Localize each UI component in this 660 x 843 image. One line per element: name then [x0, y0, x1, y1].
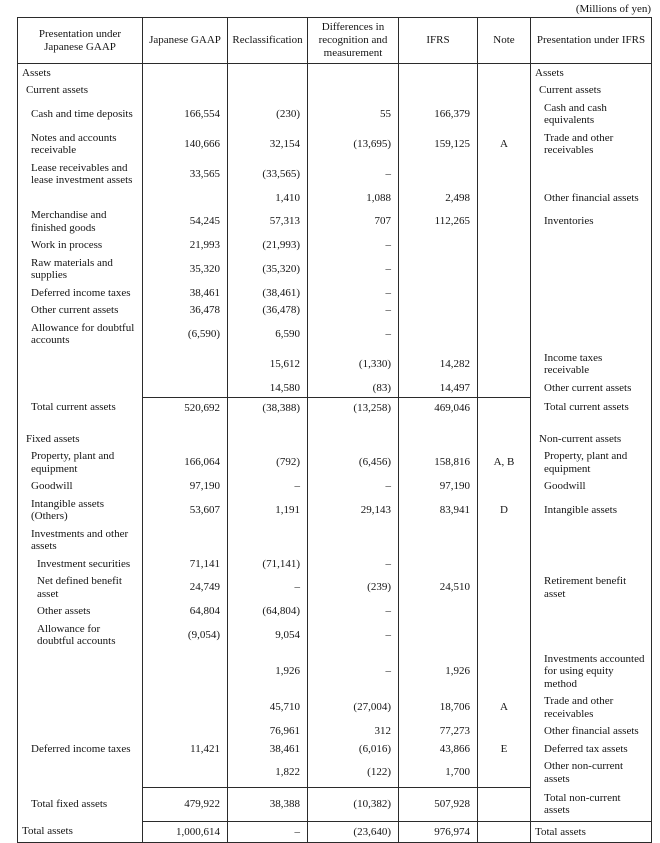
- table-row: [18, 159, 652, 189]
- note-cell: A, B: [478, 448, 531, 478]
- note-cell: [478, 319, 531, 349]
- reclassification-value-cell: 38,461: [228, 740, 308, 758]
- table-row: [18, 254, 652, 284]
- note-cell: [478, 379, 531, 397]
- differences-value-cell: –: [308, 478, 399, 496]
- gaap-label-cell: [18, 349, 143, 379]
- header-note: Note: [478, 18, 531, 64]
- header-presentation-japanese-gaap: Presentation under Japanese GAAP: [18, 18, 143, 64]
- ifrs-label-cell: Other financial assets: [531, 189, 652, 207]
- note-cell: [478, 349, 531, 379]
- reclassification-value-cell: 1,410: [228, 189, 308, 207]
- table-row: [18, 495, 652, 525]
- table-body: [18, 64, 652, 843]
- reclassification-value-cell: (38,461): [228, 284, 308, 302]
- note-cell: [478, 650, 531, 693]
- ifrs-value-cell: 43,866: [399, 740, 478, 758]
- reclassification-value-cell: (38,388): [228, 397, 308, 418]
- ifrs-label-cell: Trade and other receivables: [531, 129, 652, 159]
- gaap-label-cell: [18, 693, 143, 723]
- ifrs-label-cell: [531, 302, 652, 320]
- japanese-gaap-value-cell: (9,054): [143, 620, 228, 650]
- reclassification-value-cell: (35,320): [228, 254, 308, 284]
- differences-value-cell: –: [308, 254, 399, 284]
- ifrs-label-cell: Total current assets: [531, 397, 652, 418]
- gaap-label-cell: Investments and other assets: [18, 525, 143, 555]
- ifrs-label-cell: Non-current assets: [531, 430, 652, 448]
- header-ifrs: IFRS: [399, 18, 478, 64]
- ifrs-label-cell: Trade and other receivables: [531, 693, 652, 723]
- table-row: [18, 555, 652, 573]
- reclassification-value-cell: 1,926: [228, 650, 308, 693]
- japanese-gaap-value-cell: 97,190: [143, 478, 228, 496]
- japanese-gaap-value-cell: 1,000,614: [143, 821, 228, 843]
- note-cell: [478, 573, 531, 603]
- ifrs-label-cell: Property, plant and equipment: [531, 448, 652, 478]
- table-row: [18, 693, 652, 723]
- differences-value-cell: [308, 525, 399, 555]
- table-row: [18, 82, 652, 100]
- reclassification-value-cell: 38,388: [228, 788, 308, 822]
- ifrs-value-cell: [399, 284, 478, 302]
- reclassification-value-cell: [228, 418, 308, 430]
- note-cell: [478, 302, 531, 320]
- reclassification-value-cell: 1,191: [228, 495, 308, 525]
- gaap-label-cell: Other assets: [18, 603, 143, 621]
- table-row: [18, 237, 652, 255]
- japanese-gaap-value-cell: 166,554: [143, 99, 228, 129]
- ifrs-label-cell: Goodwill: [531, 478, 652, 496]
- differences-value-cell: 29,143: [308, 495, 399, 525]
- japanese-gaap-value-cell: 54,245: [143, 207, 228, 237]
- differences-value-cell: –: [308, 302, 399, 320]
- gaap-label-cell: Allowance for doubtful accounts: [18, 319, 143, 349]
- reclassification-value-cell: (33,565): [228, 159, 308, 189]
- table-row: [18, 821, 652, 843]
- differences-value-cell: [308, 64, 399, 82]
- note-cell: [478, 284, 531, 302]
- gaap-label-cell: Net defined benefit asset: [18, 573, 143, 603]
- table-row: [18, 129, 652, 159]
- table-row: [18, 740, 652, 758]
- note-cell: [478, 189, 531, 207]
- ifrs-value-cell: 18,706: [399, 693, 478, 723]
- table-row: [18, 64, 652, 82]
- note-cell: [478, 478, 531, 496]
- note-cell: [478, 254, 531, 284]
- ifrs-value-cell: 1,700: [399, 758, 478, 788]
- ifrs-label-cell: [531, 237, 652, 255]
- gaap-label-cell: Goodwill: [18, 478, 143, 496]
- differences-value-cell: (13,258): [308, 397, 399, 418]
- reclassification-value-cell: [228, 64, 308, 82]
- ifrs-value-cell: 158,816: [399, 448, 478, 478]
- differences-value-cell: 55: [308, 99, 399, 129]
- note-cell: A: [478, 129, 531, 159]
- note-cell: [478, 758, 531, 788]
- table-row: [18, 620, 652, 650]
- ifrs-value-cell: 469,046: [399, 397, 478, 418]
- gaap-label-cell: Fixed assets: [18, 430, 143, 448]
- note-cell: [478, 64, 531, 82]
- ifrs-label-cell: Deferred tax assets: [531, 740, 652, 758]
- ifrs-label-cell: [531, 525, 652, 555]
- differences-value-cell: (6,016): [308, 740, 399, 758]
- ifrs-value-cell: [399, 64, 478, 82]
- reclassification-value-cell: 32,154: [228, 129, 308, 159]
- ifrs-value-cell: 112,265: [399, 207, 478, 237]
- differences-value-cell: –: [308, 620, 399, 650]
- header-presentation-ifrs: Presentation under IFRS: [531, 18, 652, 64]
- reclassification-value-cell: 6,590: [228, 319, 308, 349]
- ifrs-label-cell: [531, 418, 652, 430]
- ifrs-label-cell: [531, 159, 652, 189]
- differences-value-cell: 312: [308, 723, 399, 741]
- gaap-label-cell: Deferred income taxes: [18, 740, 143, 758]
- ifrs-value-cell: [399, 237, 478, 255]
- ifrs-value-cell: [399, 302, 478, 320]
- reclassification-value-cell: –: [228, 573, 308, 603]
- reclassification-value-cell: (792): [228, 448, 308, 478]
- differences-value-cell: [308, 82, 399, 100]
- japanese-gaap-value-cell: 11,421: [143, 740, 228, 758]
- japanese-gaap-value-cell: [143, 64, 228, 82]
- ifrs-value-cell: [399, 254, 478, 284]
- gaap-label-cell: Total fixed assets: [18, 788, 143, 822]
- note-cell: A: [478, 693, 531, 723]
- units-caption: (Millions of yen): [575, 3, 651, 15]
- japanese-gaap-value-cell: 38,461: [143, 284, 228, 302]
- gaap-label-cell: [18, 758, 143, 788]
- ifrs-value-cell: [399, 82, 478, 100]
- table-row: [18, 284, 652, 302]
- reclassification-value-cell: (71,141): [228, 555, 308, 573]
- japanese-gaap-value-cell: 24,749: [143, 573, 228, 603]
- ifrs-value-cell: 77,273: [399, 723, 478, 741]
- differences-value-cell: (13,695): [308, 129, 399, 159]
- table-row: [18, 603, 652, 621]
- note-cell: [478, 525, 531, 555]
- ifrs-value-cell: [399, 620, 478, 650]
- differences-value-cell: [308, 430, 399, 448]
- ifrs-label-cell: Other financial assets: [531, 723, 652, 741]
- ifrs-label-cell: [531, 319, 652, 349]
- reclassification-value-cell: 14,580: [228, 379, 308, 397]
- ifrs-label-cell: Income taxes receivable: [531, 349, 652, 379]
- japanese-gaap-value-cell: 64,804: [143, 603, 228, 621]
- ifrs-value-cell: [399, 555, 478, 573]
- ifrs-value-cell: 1,926: [399, 650, 478, 693]
- gaap-label-cell: Deferred income taxes: [18, 284, 143, 302]
- ifrs-value-cell: 2,498: [399, 189, 478, 207]
- gaap-ifrs-reconciliation-table: [17, 17, 652, 843]
- table-header: [18, 18, 652, 64]
- reclassification-value-cell: 15,612: [228, 349, 308, 379]
- note-cell: D: [478, 495, 531, 525]
- note-cell: [478, 99, 531, 129]
- gaap-label-cell: Other current assets: [18, 302, 143, 320]
- ifrs-label-cell: [531, 555, 652, 573]
- japanese-gaap-value-cell: [143, 723, 228, 741]
- differences-value-cell: –: [308, 603, 399, 621]
- gaap-label-cell: Allowance for doubtful accounts: [18, 620, 143, 650]
- japanese-gaap-value-cell: [143, 418, 228, 430]
- note-cell: [478, 82, 531, 100]
- gaap-label-cell: Current assets: [18, 82, 143, 100]
- table-row: [18, 758, 652, 788]
- ifrs-label-cell: [531, 620, 652, 650]
- table-row: [18, 573, 652, 603]
- japanese-gaap-value-cell: 71,141: [143, 555, 228, 573]
- ifrs-label-cell: Total assets: [531, 821, 652, 843]
- ifrs-label-cell: [531, 254, 652, 284]
- ifrs-label-cell: Other non-current assets: [531, 758, 652, 788]
- table-row: [18, 448, 652, 478]
- ifrs-value-cell: 97,190: [399, 478, 478, 496]
- table-row: [18, 189, 652, 207]
- differences-value-cell: (6,456): [308, 448, 399, 478]
- japanese-gaap-value-cell: 35,320: [143, 254, 228, 284]
- ifrs-label-cell: Intangible assets: [531, 495, 652, 525]
- ifrs-value-cell: 83,941: [399, 495, 478, 525]
- differences-value-cell: (83): [308, 379, 399, 397]
- table-row: [18, 723, 652, 741]
- reclassification-value-cell: 1,822: [228, 758, 308, 788]
- table-row: [18, 478, 652, 496]
- reclassification-value-cell: 45,710: [228, 693, 308, 723]
- japanese-gaap-value-cell: 36,478: [143, 302, 228, 320]
- table-row: [18, 525, 652, 555]
- note-cell: [478, 555, 531, 573]
- differences-value-cell: (1,330): [308, 349, 399, 379]
- note-cell: [478, 723, 531, 741]
- reclassification-value-cell: 9,054: [228, 620, 308, 650]
- differences-value-cell: –: [308, 650, 399, 693]
- note-cell: [478, 418, 531, 430]
- note-cell: [478, 397, 531, 418]
- ifrs-label-cell: Inventories: [531, 207, 652, 237]
- japanese-gaap-value-cell: 520,692: [143, 397, 228, 418]
- reclassification-value-cell: [228, 525, 308, 555]
- table-row: [18, 397, 652, 418]
- note-cell: E: [478, 740, 531, 758]
- reclassification-value-cell: [228, 430, 308, 448]
- ifrs-label-cell: Current assets: [531, 82, 652, 100]
- gaap-label-cell: Raw materials and supplies: [18, 254, 143, 284]
- ifrs-label-cell: Retirement benefit asset: [531, 573, 652, 603]
- japanese-gaap-value-cell: [143, 82, 228, 100]
- ifrs-value-cell: [399, 603, 478, 621]
- header-differences: Differences in recognition and measurement: [308, 18, 399, 64]
- ifrs-label-cell: Cash and cash equivalents: [531, 99, 652, 129]
- ifrs-value-cell: [399, 418, 478, 430]
- japanese-gaap-value-cell: [143, 430, 228, 448]
- japanese-gaap-value-cell: [143, 349, 228, 379]
- japanese-gaap-value-cell: 33,565: [143, 159, 228, 189]
- ifrs-value-cell: 24,510: [399, 573, 478, 603]
- note-cell: [478, 207, 531, 237]
- ifrs-label-cell: Total non-current assets: [531, 788, 652, 822]
- gaap-label-cell: Merchandise and finished goods: [18, 207, 143, 237]
- differences-value-cell: (27,004): [308, 693, 399, 723]
- differences-value-cell: –: [308, 319, 399, 349]
- japanese-gaap-value-cell: [143, 758, 228, 788]
- japanese-gaap-value-cell: [143, 693, 228, 723]
- reclassification-value-cell: (36,478): [228, 302, 308, 320]
- ifrs-value-cell: 507,928: [399, 788, 478, 822]
- gaap-label-cell: [18, 418, 143, 430]
- note-cell: [478, 237, 531, 255]
- table-row: [18, 650, 652, 693]
- table-row: [18, 99, 652, 129]
- japanese-gaap-value-cell: 140,666: [143, 129, 228, 159]
- ifrs-value-cell: 14,497: [399, 379, 478, 397]
- table-row: [18, 319, 652, 349]
- differences-value-cell: –: [308, 237, 399, 255]
- note-cell: [478, 821, 531, 843]
- gaap-label-cell: Assets: [18, 64, 143, 82]
- ifrs-value-cell: 976,974: [399, 821, 478, 843]
- ifrs-label-cell: Assets: [531, 64, 652, 82]
- reclassification-value-cell: 57,313: [228, 207, 308, 237]
- differences-value-cell: (239): [308, 573, 399, 603]
- ifrs-value-cell: [399, 430, 478, 448]
- ifrs-label-cell: Other current assets: [531, 379, 652, 397]
- note-cell: [478, 159, 531, 189]
- ifrs-value-cell: [399, 159, 478, 189]
- gaap-label-cell: [18, 723, 143, 741]
- japanese-gaap-value-cell: 21,993: [143, 237, 228, 255]
- gaap-label-cell: Total assets: [18, 821, 143, 843]
- reclassification-value-cell: –: [228, 821, 308, 843]
- japanese-gaap-value-cell: 53,607: [143, 495, 228, 525]
- reclassification-value-cell: [228, 82, 308, 100]
- japanese-gaap-value-cell: (6,590): [143, 319, 228, 349]
- reclassification-value-cell: 76,961: [228, 723, 308, 741]
- note-cell: [478, 430, 531, 448]
- gaap-label-cell: Work in process: [18, 237, 143, 255]
- reclassification-value-cell: (230): [228, 99, 308, 129]
- gaap-label-cell: Cash and time deposits: [18, 99, 143, 129]
- japanese-gaap-value-cell: [143, 525, 228, 555]
- table-row: [18, 379, 652, 397]
- reclassification-value-cell: (21,993): [228, 237, 308, 255]
- differences-value-cell: –: [308, 555, 399, 573]
- gaap-label-cell: [18, 189, 143, 207]
- reclassification-value-cell: (64,804): [228, 603, 308, 621]
- differences-value-cell: –: [308, 284, 399, 302]
- japanese-gaap-value-cell: [143, 189, 228, 207]
- ifrs-value-cell: 159,125: [399, 129, 478, 159]
- differences-value-cell: (10,382): [308, 788, 399, 822]
- table-row: [18, 430, 652, 448]
- table-row: [18, 207, 652, 237]
- note-cell: [478, 788, 531, 822]
- gaap-label-cell: Intangible assets (Others): [18, 495, 143, 525]
- japanese-gaap-value-cell: [143, 379, 228, 397]
- gaap-label-cell: Investment securities: [18, 555, 143, 573]
- ifrs-value-cell: 14,282: [399, 349, 478, 379]
- japanese-gaap-value-cell: 166,064: [143, 448, 228, 478]
- ifrs-label-cell: Investments accounted for using equity method: [531, 650, 652, 693]
- gaap-label-cell: [18, 379, 143, 397]
- reclassification-value-cell: –: [228, 478, 308, 496]
- header-reclassification: Reclassification: [228, 18, 308, 64]
- table-row: [18, 302, 652, 320]
- gaap-label-cell: Notes and accounts receivable: [18, 129, 143, 159]
- ifrs-label-cell: [531, 284, 652, 302]
- table-row: [18, 349, 652, 379]
- ifrs-value-cell: 166,379: [399, 99, 478, 129]
- gaap-label-cell: Total current assets: [18, 397, 143, 418]
- table-row: [18, 788, 652, 822]
- gaap-label-cell: Lease receivables and lease investment assets: [18, 159, 143, 189]
- header-japanese-gaap: Japanese GAAP: [143, 18, 228, 64]
- note-cell: [478, 603, 531, 621]
- ifrs-label-cell: [531, 603, 652, 621]
- differences-value-cell: 1,088: [308, 189, 399, 207]
- header-row: [18, 18, 652, 64]
- note-cell: [478, 620, 531, 650]
- differences-value-cell: (122): [308, 758, 399, 788]
- gaap-label-cell: Property, plant and equipment: [18, 448, 143, 478]
- ifrs-value-cell: [399, 525, 478, 555]
- differences-value-cell: –: [308, 159, 399, 189]
- spacer-row: [18, 418, 652, 430]
- differences-value-cell: [308, 418, 399, 430]
- japanese-gaap-value-cell: [143, 650, 228, 693]
- ifrs-value-cell: [399, 319, 478, 349]
- gaap-label-cell: [18, 650, 143, 693]
- japanese-gaap-value-cell: 479,922: [143, 788, 228, 822]
- differences-value-cell: (23,640): [308, 821, 399, 843]
- differences-value-cell: 707: [308, 207, 399, 237]
